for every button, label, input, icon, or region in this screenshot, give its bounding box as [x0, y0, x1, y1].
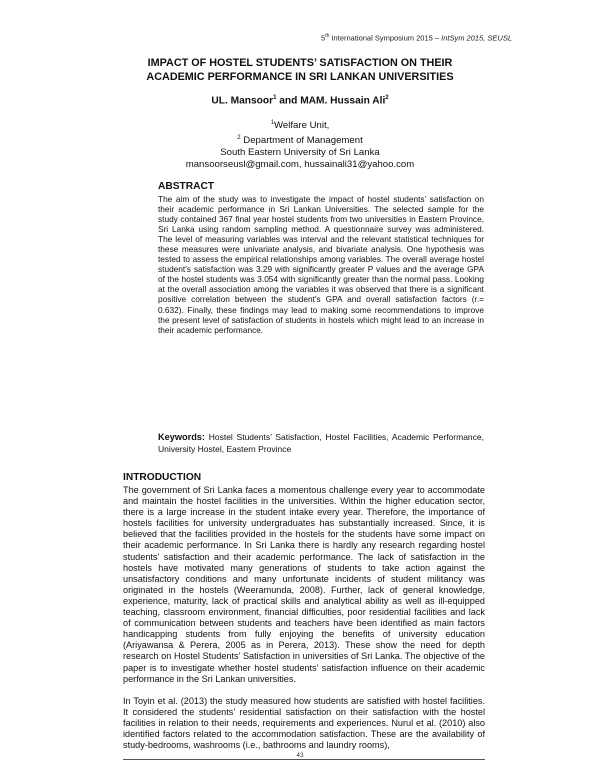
page-number: 43: [296, 752, 304, 759]
affiliation-1-mark: 1: [270, 120, 275, 126]
author-2: MAM. Hussain Ali: [300, 95, 386, 107]
introduction-heading: INTRODUCTION: [123, 472, 202, 483]
introduction-paragraph-2: In Toyin et al. (2013) the study measured how students are satisfied with hostel facilities. It considered the students’ residential satisfaction on their satisfaction with the hostel facilities in relation to their needs, requirements and experiences. Nurul et al. (2010) also identified factors related to the accommodation satisfaction. These are the availability of study-bedrooms, washrooms (i.e., bathrooms and laundry rooms),: [123, 695, 485, 751]
institution: South Eastern University of Sri Lanka: [220, 147, 380, 159]
affiliation-2-text: Department of Management: [240, 135, 363, 147]
author-emails: mansoorseusl@gmail.com, hussainali31@yahoo.com: [185, 159, 415, 171]
introduction-body: [123, 485, 485, 762]
paper-title-line-2: ACADEMIC PERFORMANCE IN SRI LANKAN UNIVERSITIES: [146, 70, 454, 83]
author-1-affiliation-mark: 1: [273, 95, 277, 101]
conference-short-name: IntSym 2015, SEUSL: [441, 33, 512, 43]
keywords-label: Keywords:: [158, 432, 205, 442]
running-header: [321, 33, 512, 43]
abstract-body: The aim of the study was to investigate the impact of hostel students’ satisfaction on their academic performance in Sri Lankan Universities. The selected sample for the study contained 367 final year hostel students from two universities in Eastern Province, Sri Lanka using random sampling method. A questionnaire survey was administered. The level of measuring variables was interval and the relevant statistical techniques for these measures were univariate analysis, and bivariate analysis. One hypothesis was tested to assess the empirical relationships among variables. The overall average hostel student's satisfaction was 3.29 with significantly greater P values and the average GPA of the hostel students was 3.054 with significantly greater than the normal pass. Looking at the overall association among the variables it was observed that there is a significant positive correlation between the student's GPA and overall satisfaction factors (r.= 0.632). Finally, these findings may lead to making some recommendations to improve the present level of satisfaction of students in hostels which might lead to an increase in their academic performance.: [158, 194, 484, 335]
affiliation-2: [0, 132, 600, 147]
keywords-text: Hostel Students’ Satisfaction, Hostel Facilities, Academic Performance, University Hostel, Eastern Province: [158, 432, 484, 454]
conference-name: International Symposium 2015 –: [329, 33, 442, 43]
conference-ordinal-suffix: th: [325, 33, 330, 39]
author-line: [0, 95, 600, 106]
paper-title-line-1: IMPACT OF HOSTEL STUDENTS’ SATISFACTION ON THEIR: [147, 57, 453, 69]
affiliation-2-mark: 2: [237, 135, 241, 142]
keywords: [158, 431, 484, 455]
affiliation-1-text: Welfare Unit,: [274, 120, 330, 132]
abstract-heading: ABSTRACT: [158, 181, 215, 192]
conference-ordinal: 5: [321, 33, 326, 43]
author-conjunction: and: [276, 95, 301, 107]
introduction-paragraph-1: The government of Sri Lanka faces a momentous challenge every year to accommodate and maintain the hostel facilities in the universities. Within the higher education sector, there is a large increase in the student intake every year. Therefore, the importance of hostels facilities for university undergraduates has substantially increased. Since, it is believed that the facilities provided in the hostels for the students have some impact on their academic performance. In Sri Lanka there is hardly any research regarding hostel students' satisfaction and their academic performance. The lack of satisfaction in the hostels have motivated many generations of students to take action against the unsatisfactory conditions and many unfortunate incidents of student militancy was originated in the hostels (Weeramunda, 2008). Further, lack of general knowledge, experience, maturity, lack of practical skills and analytical ability as well as ill-equipped teaching, classroom environment, financial difficulties, poor residential facilities and lack of communication between students and teachers have been identified as main factors handicapping students from fully enjoying the benefits of university education (Ariyawansa & Perera, 2005 as in Perera, 2013). These show the need for depth research on Hostel Students’ Satisfaction in universities of Sri Lanka. The objective of the paper is to investigate whether hostel students’ satisfaction influence on their academic performance in the Sri Lankan universities.: [123, 485, 485, 684]
author-2-affiliation-mark: 2: [385, 95, 389, 101]
author-1: UL. Mansoor: [211, 95, 274, 107]
affiliation-1: [0, 117, 600, 132]
affiliations: [0, 117, 600, 171]
footer-rule: [123, 759, 485, 760]
paper-title: [0, 57, 600, 84]
